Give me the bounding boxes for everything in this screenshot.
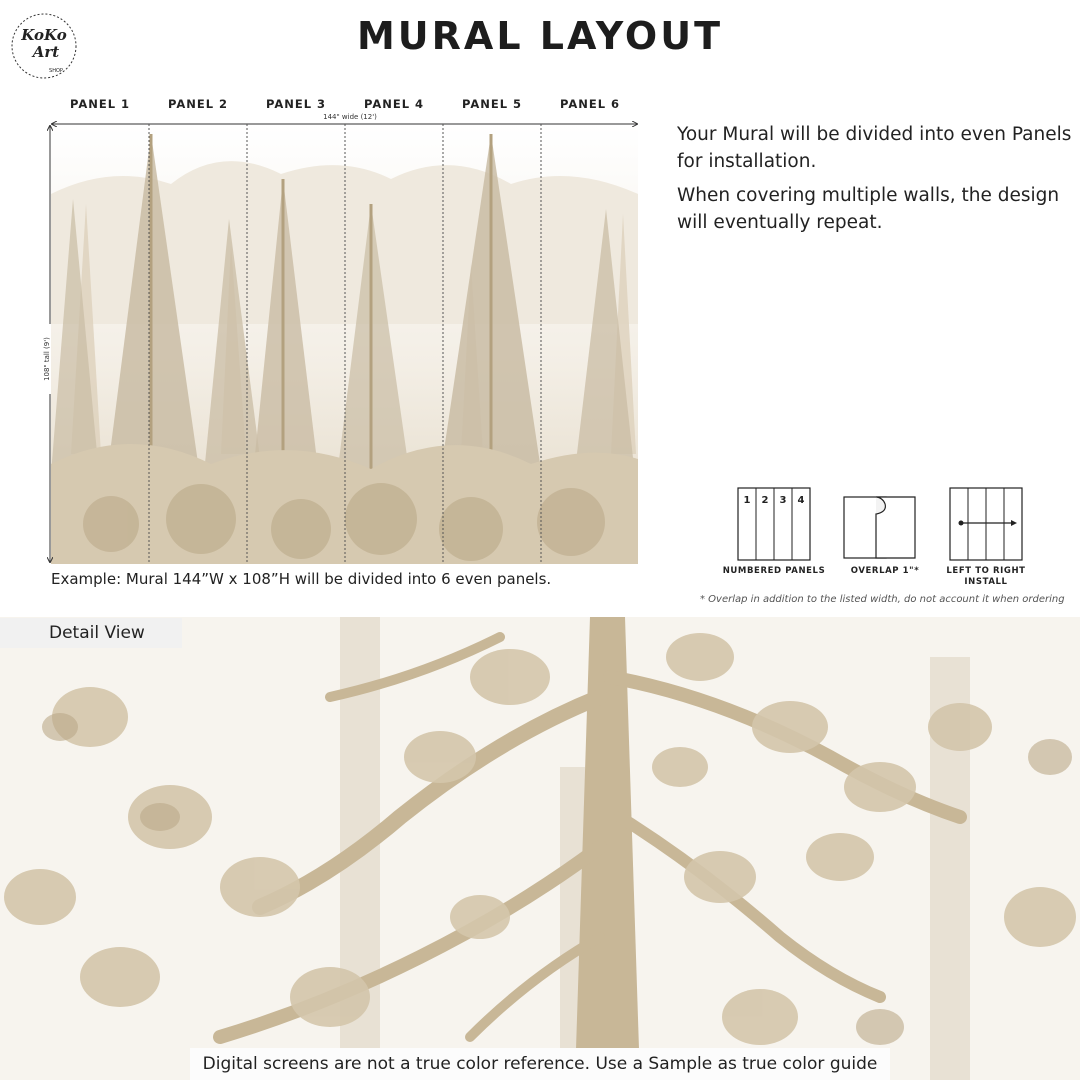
left-to-right-label: LEFT TO RIGHT INSTALL	[946, 566, 1026, 587]
overlap-footnote: * Overlap in addition to the listed width, do not account it when ordering	[700, 594, 1065, 605]
numbered-panels-label: NUMBERED PANELS	[722, 566, 826, 576]
svg-text:KoKo: KoKo	[21, 26, 67, 44]
svg-text:2: 2	[761, 495, 769, 506]
svg-text:Art: Art	[32, 43, 60, 61]
numbered-panels-icon	[737, 487, 811, 561]
page-title: MURAL LAYOUT	[356, 14, 723, 58]
width-dimension-label: 144" wide (12')	[300, 113, 400, 121]
color-disclaimer: Digital screens are not a true color reference. Use a Sample as true color guide	[190, 1048, 890, 1080]
overlap-icon	[843, 496, 917, 560]
svg-text:3: 3	[779, 495, 787, 506]
left-to-right-icon	[949, 487, 1023, 561]
info-paragraph-repeat: When covering multiple walls, the design will eventually repeat.	[677, 185, 1060, 233]
panel-label-3: PANEL 3	[265, 97, 327, 111]
panel-label-5: PANEL 5	[461, 97, 523, 111]
height-dimension-label: 108" tall (9')	[43, 324, 51, 394]
svg-text:SHOP: SHOP	[49, 68, 63, 74]
panel-label-1: PANEL 1	[69, 97, 131, 111]
panel-label-6: PANEL 6	[559, 97, 621, 111]
detail-view-tab: Detail View	[0, 618, 182, 648]
detail-view-illustration	[0, 617, 1080, 1080]
overlap-label: OVERLAP 1"*	[850, 566, 920, 576]
dimension-guides	[40, 114, 645, 568]
svg-text:4: 4	[797, 495, 805, 506]
panel-label-2: PANEL 2	[167, 97, 229, 111]
example-caption: Example: Mural 144”W x 108”H will be divided into 6 even panels.	[51, 570, 552, 588]
panel-label-4: PANEL 4	[363, 97, 425, 111]
svg-text:1: 1	[743, 495, 751, 506]
info-paragraph-panels: Your Mural will be divided into even Panels for installation.	[677, 124, 1072, 172]
